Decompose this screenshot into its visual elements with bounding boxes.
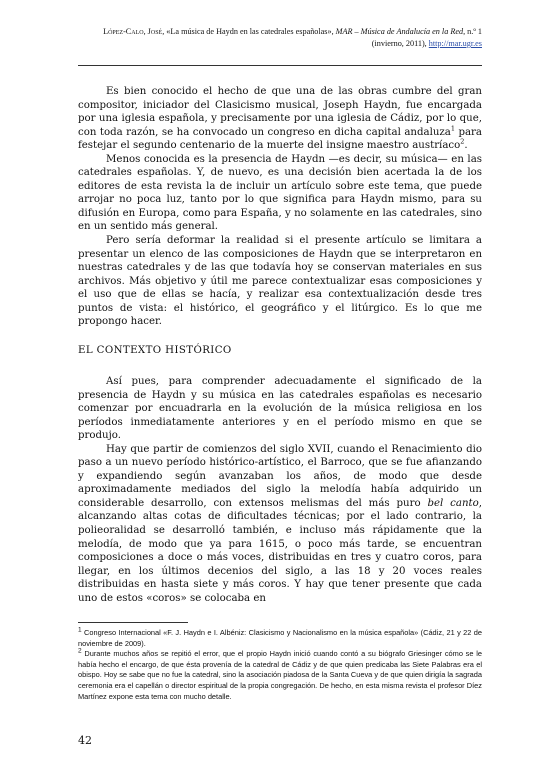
paragraph: Hay que partir de comienzos del siglo XVII, cuando el Renacimiento dio paso a un nuevo período histórico-artístico, el Barroco, que se fue afianzando y expandiendo según avanzaban los años, de modo que desde aproximadamente mediados del siglo la melodía había adquirido un considerable desarrollo, con extensos melismas del más puro bel canto, alcanzando altas cotas de dificultades técnicas; por el lado contrario, la polieoralidad se desarrolló también, e incluso más rápidamente que la melodía, de modo que ya para 1615, o poco más tarde, se encuentran composiciones a doce o más voces, distribuidas en tres y cuatro coros, para llegar, en los últimos decenios del siglo, a las 18 y 20 voces reales distribuidas en hasta siete y más coros. Y hay que tener presente que cada uno de estos «coros» se colocaba en	[78, 443, 482, 604]
footnote-ref[interactable]: 1	[450, 124, 455, 133]
header-author: López-Calo, José	[103, 27, 163, 36]
footnotes	[78, 628, 482, 702]
header-issue: , n.º 1 (invierno, 2011),	[371, 27, 482, 48]
paragraph: Menos conocida es la presencia de Haydn —es decir, su música— en las catedrales españolas. Y, de nuevo, es una decisión bien acertada la de los editores de esta revista la de incluir un artículo sobre este tema, que puede arrojar no poca luz, tanto por lo que significa para Haydn mismo, para su difusión en Europa, como para España, y no solamente en las catedrales, sino en un sentido más general.	[78, 153, 482, 233]
paragraph: Pero sería deformar la realidad si el presente artículo se limitara a presentar un elenco de las composiciones de Haydn que se interpretaron en nuestras catedrales y de las que todavía hoy se conservan materiales en sus archivos. Más objetivo y útil me parece contextualizar esas composiciones y el uso que de ellas se hacía, y realizar esa contextualización desde tres puntos de vista: el histórico, el geográfico y el litúrgico. Es lo que me propongo hacer.	[78, 235, 482, 328]
header-rule	[78, 65, 482, 66]
footnote-rule	[78, 622, 188, 623]
footnote: $^2$ Durante muchos años se repitió el error, que el propio Haydn inició cuando contó a su biógrafo Griesinger cómo se le había hecho el encargo, de que ésta provenía de la catedral de Cádiz y de que quien predicaba las Siete Palabras era el obispo. Hoy se sabe que no fue la catedral, sino la asociación piadosa de la Santa Cueva y de que quien dirigía la sagrada ceremonia era el capellán o director espiritual de la propia congregación. De hecho, en esta misma revista el profesor Díez Martínez expone esta tema con mucho detalle.	[78, 647, 482, 701]
paragraph: Así pues, para comprender adecuadamente el significado de la presencia de Haydn y su música en las catedrales españolas es necesario comenzar por encuadrarla en la evolución de la música religiosa en los períodos inmediatamente anteriores y en el período mismo en que se produjo.	[78, 376, 482, 442]
header-url-link[interactable]: http://mar.ugr.es	[428, 39, 482, 48]
footnote: $^1$ Congreso Internacional «F. J. Haydn e I. Albéniz: Clasicismo y Nacionalismo en la música española» (Cádiz, 21 y 22 de noviembre de 2009).	[78, 626, 482, 648]
historical-section	[78, 375, 482, 605]
header-journal: MAR – Música de Andalucía en la Red	[335, 27, 464, 36]
header-title: , «La música de Haydn en las catedrales españolas»,	[162, 27, 336, 36]
intro-section	[78, 85, 482, 329]
section-heading: EL CONTEXTO HISTÓRICO	[78, 345, 232, 356]
footnote-ref[interactable]: 2	[460, 137, 465, 146]
running-header	[78, 26, 482, 50]
paragraph: Es bien conocido el hecho de que una de las obras cumbre del gran compositor, iniciador del Clasicismo musical, Joseph Haydn, fue encargada por una iglesia española, y precisamente por una iglesia de Cádiz, por lo que, con toda razón, se ha convocado un congreso en dicha capital andaluza$^1$ para festejar el segundo centenario de la muerte del insigne maestro austríaco$^2$.	[78, 86, 482, 152]
page-number: 42	[78, 734, 92, 747]
